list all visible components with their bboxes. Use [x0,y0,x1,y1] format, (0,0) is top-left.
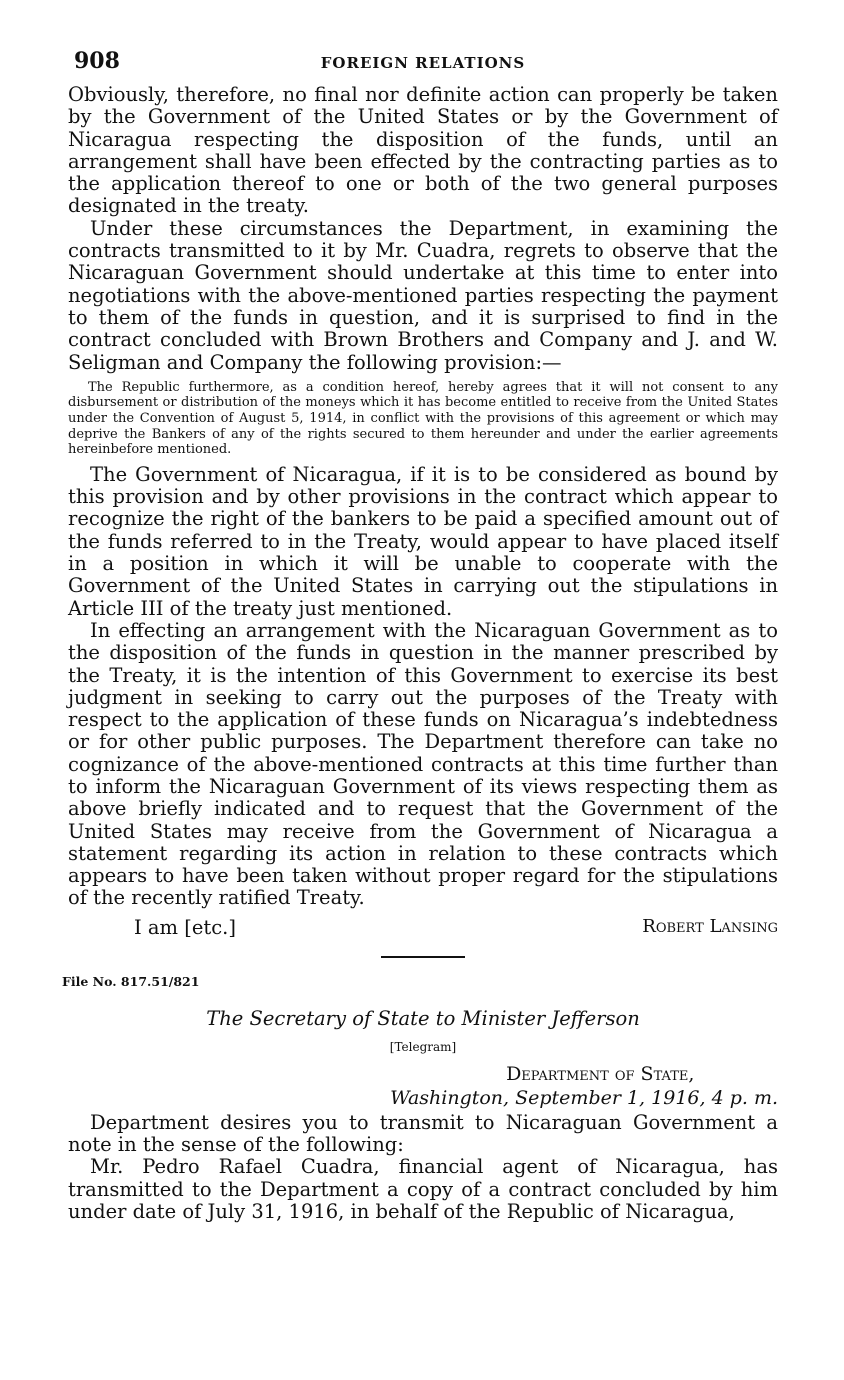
letter-paragraph-4: In effecting an arrangement with the Nicaraguan Government as to the disposition of the funds in question in the manner prescribed by the Treaty, it is the intention of this Government to exercise its best judgment in seeking to carry out the purposes of the Treaty with respect to the application of these funds on Nicaragua’s indebtedness or for other public purposes. The Department therefore can take no cognizance of the above-mentioned contracts at this time further than to inform the Nicaraguan Government of its views respecting them as above briefly indicated and to request that the Government of the United States may receive from the Government of Nicaragua a statement regarding its action in relation to these contracts which appears to have been taken without proper regard for the stipulations of the recently ratified Treaty. [68,618,778,910]
running-head [68,48,778,84]
complimentary-close: I am [etc.] [134,915,236,939]
section-divider [381,956,465,958]
letter-paragraph-1: Obviously, therefore, no final nor definite action can properly be taken by the Government of the United States or by the Government of Nicaragua respecting the disposition of the funds, until an arrangement shall have been effected by the contracting parties as to the application thereof to one or both of the two general purposes designated in the treaty. [68,83,778,218]
dateline-department: Department of State, [506,1062,695,1085]
signature: Robert Lansing [642,915,778,937]
quoted-provision: The Republic furthermore, as a condition hereof, hereby agrees that it will not consent to any disbursement or distribution of the moneys which it has become entitled to receive from the United States under the Convention of August 5, 1914, in conflict with the provisions of this agreement or which may deprive the Bankers of any of the rights secured to them hereunder and under the earlier agreements hereinbefore mentioned. [68,379,778,458]
telegram-title: The Secretary of State to Minister Jefferson [206,1006,640,1030]
telegram-paragraph-1: Department desires you to transmit to Nicaraguan Government a note in the sense of the following: [68,1110,778,1157]
telegram-type: [Telegram] [389,1039,457,1054]
dateline-place-date: Washington, September 1, 1916, 4 p. m. [390,1086,778,1109]
telegram-paragraph-2: Mr. Pedro Rafael Cuadra, financial agent of Nicaragua, has transmitted to the Department a copy of a contract concluded by him under date of July 31, 1916, in behalf of the Republic of Nicaragua, [68,1155,778,1223]
letter-paragraph-2: Under these circumstances the Department, in examining the contracts transmitted to it by Mr. Cuadra, regrets to observe that the Nicaraguan Government should undertake at this time to enter into negotiations with the above-mentioned parties respecting the payment to them of the funds in question, and it is surprised to find in the contract concluded with Brown Brothers and Company and J. and W. Seligman and Company the following provision:— [68,216,778,374]
letter-closing [68,912,778,942]
running-title: FOREIGN RELATIONS [320,54,526,72]
letter-paragraph-3: The Government of Nicaragua, if it is to be considered as bound by this provision and by other provisions in the contract which appear to recognize the right of the bankers to be paid a specified amount out of the funds referred to in the Treaty, would appear to have placed itself in a position in which it will be unable to cooperate with the Government of the United States in carrying out the stipulations in Article III of the treaty just mentioned. [68,462,778,620]
dateline [68,1062,778,1110]
page-number: 908 [74,48,120,74]
file-number: File No. 817.51/821 [62,973,200,989]
